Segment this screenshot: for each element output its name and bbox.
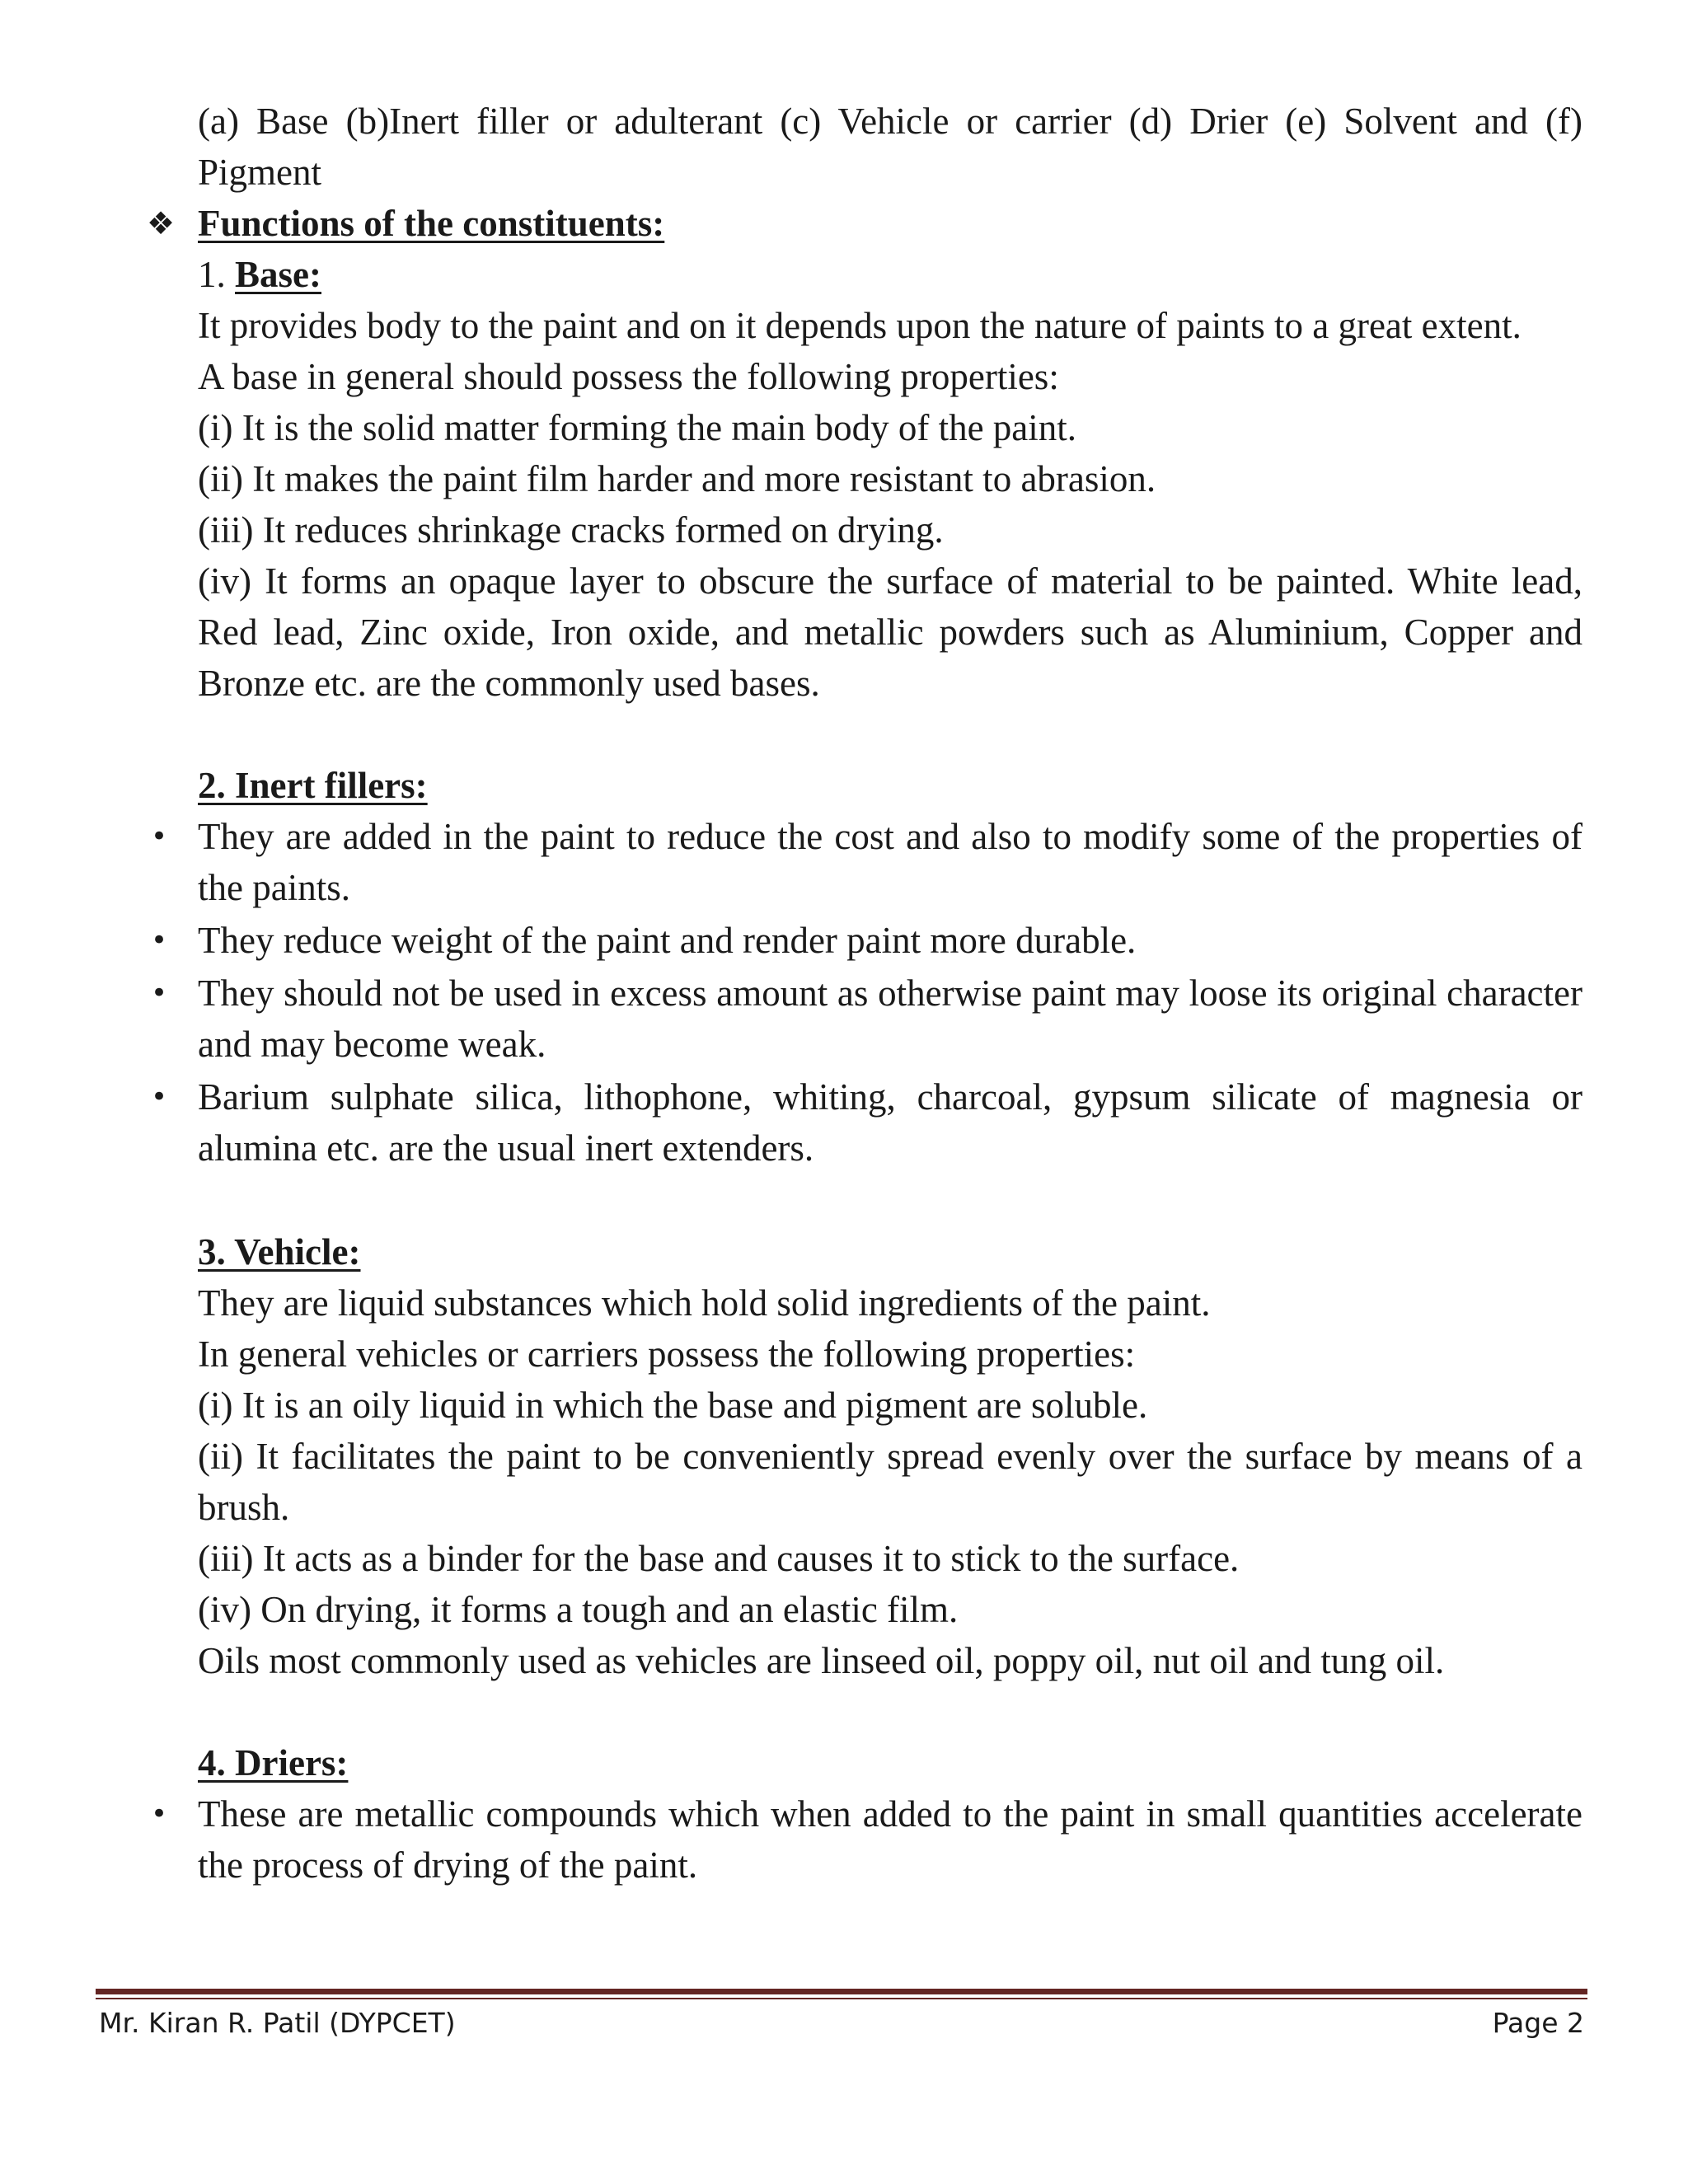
vehicle-heading-row [198,1226,1582,1277]
vehicle-line: (ii) It facilitates the paint to be conveniently spread evenly over the surface by means of a brush. [198,1436,1582,1528]
page-content [147,96,1582,1892]
base-line: (ii) It makes the paint film harder and more resistant to abrasion. [198,458,1156,499]
list-item [151,915,1582,966]
footer-rule [96,1989,1587,1994]
footer-author: Mr. Kiran R. Patil (DYPCET) [99,2007,456,2039]
base-line: (iii) It reduces shrinkage cracks formed on drying. [198,509,944,551]
inert-fillers-list [151,811,1582,1174]
vehicle-line: (i) It is an oily liquid in which the base and pigment are soluble. [198,1385,1148,1426]
list-item [151,1788,1582,1891]
base-heading-row [198,249,1582,300]
driers-heading: 4. Driers: [198,1742,349,1783]
list-item-text: Barium sulphate silica, lithophone, whiting, charcoal, gypsum silicate of magnesia or alumina etc. are the usual inert extenders. [198,1076,1582,1169]
list-item-text: They reduce weight of the paint and render paint more durable. [198,920,1137,961]
list-item [151,1071,1582,1174]
functions-heading-row [147,198,1582,249]
bullet-icon: • [151,1080,168,1113]
vehicle-line: (iii) It acts as a binder for the base and causes it to stick to the surface. [198,1538,1240,1579]
inert-fillers-heading-row [198,760,1582,811]
vehicle-line: Oils most commonly used as vehicles are linseed oil, poppy oil, nut oil and tung oil. [198,1640,1445,1681]
section-gap [198,1686,1582,1737]
vehicle-line: In general vehicles or carriers possess the following properties: [198,1333,1136,1375]
base-line: (iv) It forms an opaque layer to obscure the surface of material to be painted. White lead, Red lead, Zinc oxide, Iron oxide, and metallic powders such as Aluminium, Copper and Bronze etc. are the commonly used bases. [198,560,1582,704]
footer-page-number: Page 2 [1492,2007,1584,2039]
section-gap [198,709,1582,760]
list-item [151,968,1582,1070]
list-item-text: These are metallic compounds which when added to the paint in small quantities accelerate the process of drying of the paint. [198,1793,1582,1886]
vehicle-heading: 3. Vehicle: [198,1231,361,1272]
list-item-text: They should not be used in excess amount as otherwise paint may loose its original character and may become weak. [198,972,1582,1065]
base-heading: Base: [235,254,321,295]
base-line: It provides body to the paint and on it depends upon the nature of paints to a great extent. [198,305,1522,346]
list-item [151,811,1582,913]
list-item-text: They are added in the paint to reduce the cost and also to modify some of the properties of the paints. [198,816,1582,908]
section-gap [198,1175,1582,1226]
bullet-icon: • [151,977,168,1010]
bullet-icon: • [151,924,168,957]
driers-list [151,1788,1582,1891]
bullet-icon: • [151,1797,168,1830]
inert-fillers-heading: 2. Inert fillers: [198,765,428,806]
base-number: 1. [198,254,235,295]
base-line: A base in general should possess the following properties: [198,356,1059,397]
diamond-bullet-icon: ❖ [147,205,176,241]
driers-heading-row [198,1737,1582,1788]
footer-rule-thin [96,1998,1587,1999]
constituents-list: (a) Base (b)Inert filler or adulterant (c) Vehicle or carrier (d) Drier (e) Solvent and (f) Pigment [198,101,1582,193]
bullet-icon: • [151,820,168,853]
functions-heading: Functions of the constituents: [198,203,665,244]
base-line: (i) It is the solid matter forming the main body of the paint. [198,407,1077,448]
vehicle-line: They are liquid substances which hold solid ingredients of the paint. [198,1282,1211,1324]
vehicle-line: (iv) On drying, it forms a tough and an elastic film. [198,1589,959,1630]
